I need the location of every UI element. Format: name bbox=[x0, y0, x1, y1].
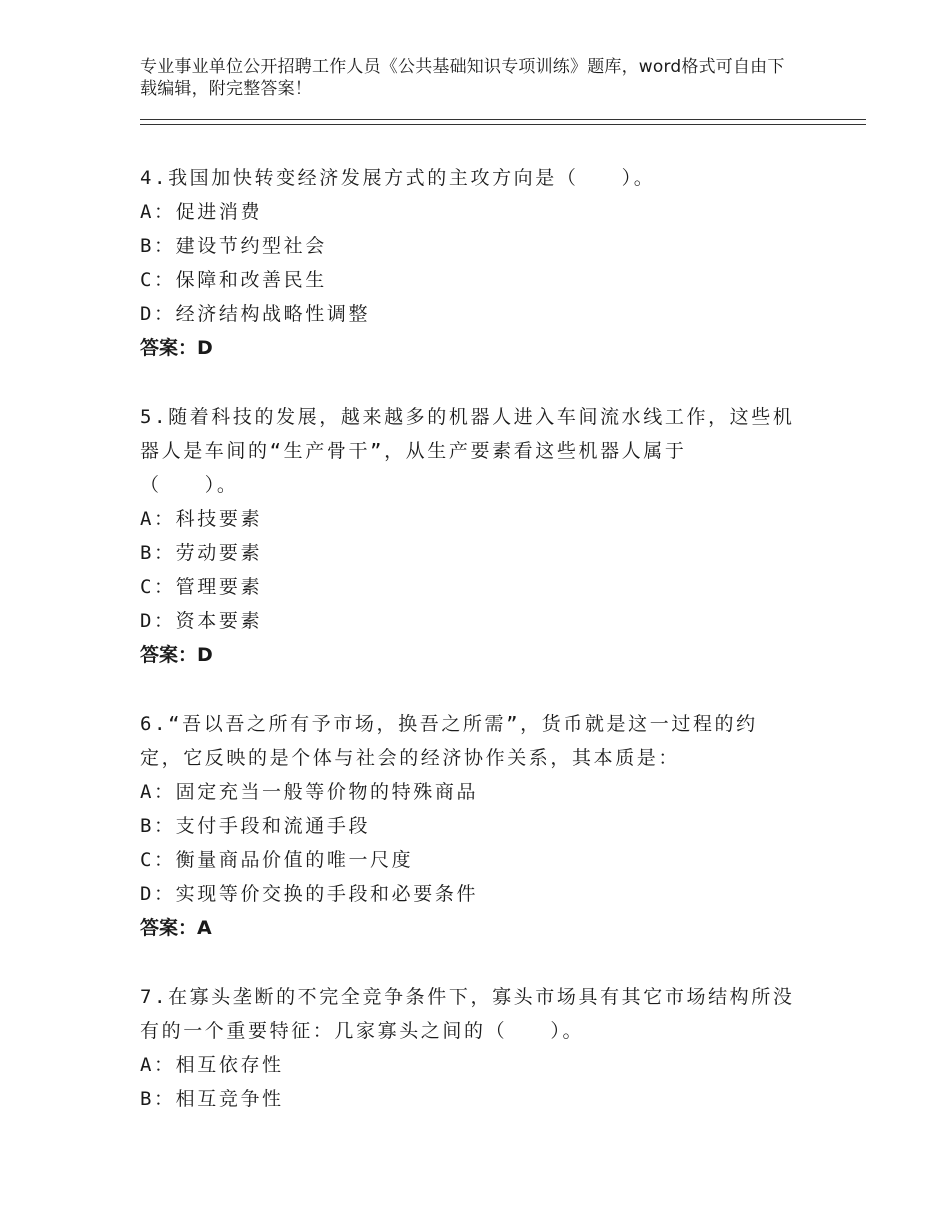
question-7 bbox=[140, 980, 820, 1116]
question-4 bbox=[140, 161, 820, 365]
header-rule-bottom bbox=[140, 124, 866, 125]
question-text-line: 4.我国加快转变经济发展方式的主攻方向是（ ）。 bbox=[140, 167, 656, 189]
option-a bbox=[140, 775, 820, 809]
option-a bbox=[140, 502, 820, 536]
option-letter: A： bbox=[140, 1054, 176, 1076]
option-a bbox=[140, 195, 820, 229]
answer-label: 答案：D bbox=[140, 644, 213, 666]
option-text: 科技要素 bbox=[175, 508, 263, 530]
question-text-line: （ ）。 bbox=[140, 474, 239, 496]
option-letter: C： bbox=[140, 849, 176, 871]
option-text: 相互依存性 bbox=[175, 1054, 284, 1076]
option-letter: A： bbox=[140, 781, 176, 803]
option-d bbox=[140, 297, 820, 331]
question-text-line: 5.随着科技的发展，越来越多的机器人进入车间流水线工作，这些机 bbox=[140, 406, 795, 428]
document-header bbox=[140, 56, 800, 100]
option-d bbox=[140, 604, 820, 638]
option-b bbox=[140, 809, 820, 843]
option-text: 管理要素 bbox=[175, 576, 263, 598]
option-text: 相互竞争性 bbox=[175, 1088, 284, 1110]
option-letter: D： bbox=[140, 883, 176, 905]
option-d bbox=[140, 877, 820, 911]
option-text: 劳动要素 bbox=[175, 542, 263, 564]
option-text: 实现等价交换的手段和必要条件 bbox=[175, 883, 479, 905]
option-a bbox=[140, 1048, 820, 1082]
question-text-line: 器人是车间的“生产骨干”，从生产要素看这些机器人属于 bbox=[140, 440, 687, 462]
option-b bbox=[140, 1082, 820, 1116]
option-c bbox=[140, 843, 820, 877]
option-b bbox=[140, 229, 820, 263]
option-letter: B： bbox=[140, 542, 176, 564]
option-c bbox=[140, 570, 820, 604]
option-letter: A： bbox=[140, 508, 176, 530]
question-text-line: 6.“吾以吾之所有予市场，换吾之所需”，货币就是这一过程的约 bbox=[140, 713, 758, 735]
option-text: 保障和改善民生 bbox=[175, 269, 327, 291]
option-text: 建设节约型社会 bbox=[175, 235, 327, 257]
option-c bbox=[140, 263, 820, 297]
option-b bbox=[140, 536, 820, 570]
option-text: 经济结构战略性调整 bbox=[175, 303, 371, 325]
option-letter: C： bbox=[140, 269, 176, 291]
question-text-line: 定，它反映的是个体与社会的经济协作关系，其本质是： bbox=[140, 747, 681, 769]
option-letter: D： bbox=[140, 610, 176, 632]
question-text-line: 7.在寡头垄断的不完全竞争条件下，寡头市场具有其它市场结构所没 bbox=[140, 986, 795, 1008]
option-text: 支付手段和流通手段 bbox=[175, 815, 371, 837]
option-letter: B： bbox=[140, 1088, 176, 1110]
answer-label: 答案：D bbox=[140, 337, 213, 359]
option-letter: D： bbox=[140, 303, 176, 325]
option-letter: C： bbox=[140, 576, 176, 598]
option-letter: B： bbox=[140, 235, 176, 257]
option-letter: B： bbox=[140, 815, 176, 837]
question-5 bbox=[140, 400, 820, 672]
option-text: 资本要素 bbox=[175, 610, 263, 632]
option-text: 促进消费 bbox=[175, 201, 263, 223]
answer-label: 答案：A bbox=[140, 917, 212, 939]
question-6 bbox=[140, 707, 820, 945]
option-text: 衡量商品价值的唯一尺度 bbox=[175, 849, 414, 871]
option-text: 固定充当一般等价物的特殊商品 bbox=[175, 781, 479, 803]
header-rule-top bbox=[140, 119, 866, 120]
question-text-line: 有的一个重要特征：几家寡头之间的（ ）。 bbox=[140, 1020, 585, 1042]
option-letter: A： bbox=[140, 201, 176, 223]
header-text: 专业事业单位公开招聘工作人员《公共基础知识专项训练》题库，word格式可自由下载编辑，附完整答案！ bbox=[140, 57, 785, 99]
